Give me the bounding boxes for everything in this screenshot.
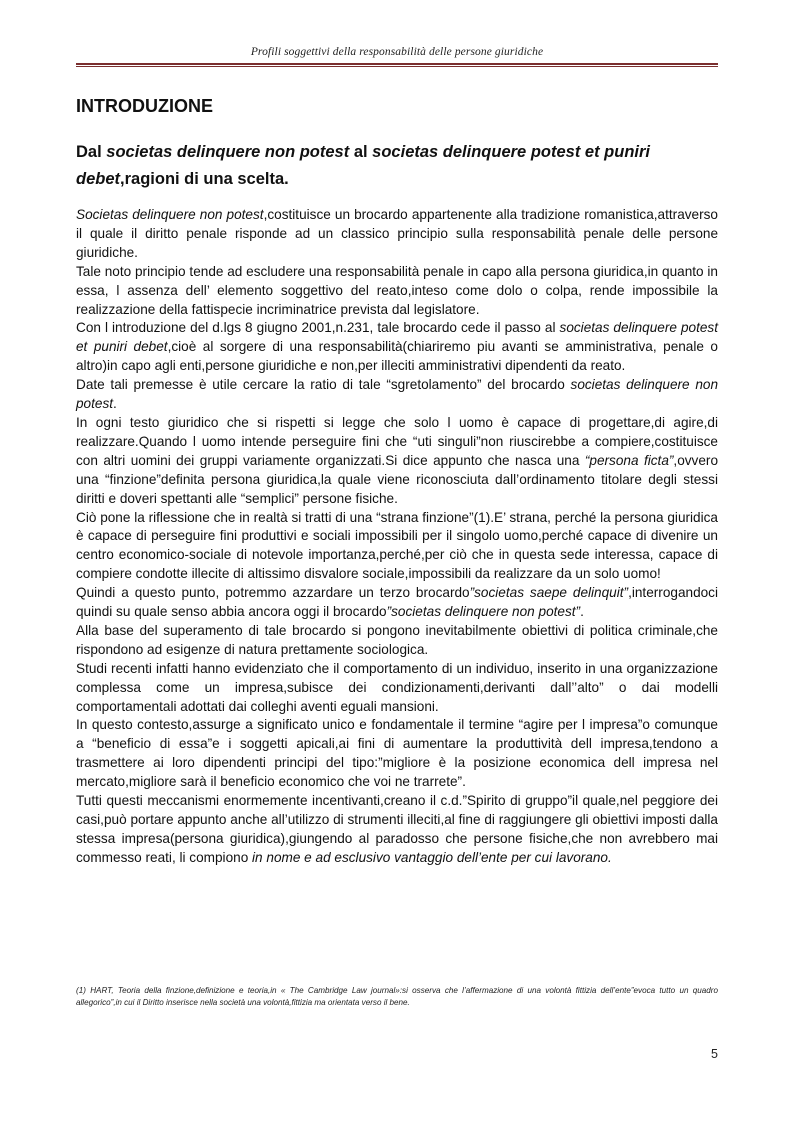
paragraph-text: .: [113, 396, 117, 412]
body-text: [76, 206, 718, 868]
paragraph-text: Alla base del superamento di tale brocardo si pongono inevitabilmente obiettivi di politica criminale,che rispondono ad esigenze di natura prettamente sociologica.: [76, 622, 718, 657]
paragraph-text: ,interrogandoci quindi su quale senso abbia ancora oggi il brocardo: [76, 585, 719, 620]
paragraph-text: Quindi a questo punto, potremmo azzardare un terzo brocardo: [76, 585, 470, 601]
paragraph-text: .: [580, 604, 584, 620]
italic-text: societas delinquere potest et puniri debet: [76, 320, 718, 355]
subtitle-text: ,ragioni di una scelta.: [120, 170, 289, 188]
page-number: 5: [711, 1047, 718, 1061]
body-paragraph: [76, 509, 718, 585]
subtitle-text: Dal: [76, 143, 107, 161]
paragraph-text: Date tali premesse è utile cercare la ratio di tale “sgretolamento” del brocardo: [76, 377, 571, 393]
subtitle-text: al: [349, 143, 373, 161]
body-paragraph: [76, 376, 718, 414]
footnote: (1) HART, Teoria della finzione,definizione e teoria,in « The Cambridge Law journal»:si osserva che l’affermazione di una volontà fittizia dell’ente”evoca tutto un quadro allegorico”,in cui il Diritto inserisce nella società una volontà,fittizia ma orientata verso il bene.: [76, 986, 718, 1007]
subtitle-latin-phrase: societas delinquere non potest: [106, 143, 350, 161]
body-paragraph: [76, 792, 718, 868]
italic-text: ”societas delinquere non potest”: [386, 604, 581, 620]
italic-text: “persona ficta”: [584, 452, 674, 468]
body-paragraph: [76, 319, 718, 376]
paragraph-text: Tutti questi meccanismi enormemente incentivanti,creano il c.d.”Spirito di gruppo”il quale,nel peggiore dei casi,può portare appunto anche all’utilizzo di strumenti illeciti,al fine di raggiungere gli obiettivi imposti dalla stessa impresa(persona giuridica),giungendo al paradosso che persone fisiche,che non avrebbero mai commesso reati, li compiono: [76, 793, 718, 865]
paragraph-text: Ciò pone la riflessione che in realtà si tratti di una “strana finzione”(1).E’ strana, perché la persona giuridica è capace di perseguire fini produttivi e sociali impossibili per il singolo uomo,perché capace di divenire un centro economico-sociale di notevole importanza,perché,per ciò che in questa sede interessa, capace di compiere condotte illecite di altissimo disvalore sociale,impossibili da realizzare da un solo uomo!: [76, 509, 718, 582]
paragraph-text: Con l introduzione del d.lgs 8 giugno 2001,n.231, tale brocardo cede il passo al: [76, 320, 560, 336]
paragraph-text: In questo contesto,assurge a significato unico e fondamentale il termine “agire per l impresa”o comunque a “beneficio di essa”e i soggetti apicali,ai fini di aumentare la produttività dell impresa,tendono a trasmettere ai loro dipendenti principi del tipo:”migliore è la posizione economica dell impresa nel mercato,migliore sarà il beneficio economico che voi ne trarrete”.: [76, 717, 718, 790]
italic-text: in nome e ad esclusivo vantaggio dell’ente per cui lavorano.: [252, 849, 612, 865]
body-paragraph: [76, 716, 718, 792]
body-paragraph: [76, 622, 718, 660]
body-paragraph: [76, 206, 718, 263]
paragraph-text: Tale noto principio tende ad escludere una responsabilità penale in capo alla persona giuridica,in quanto in essa, l assenza dell’ elemento soggettivo del reato,inteso come dolo o colpa, rende impossibile la realizzazione della fattispecie incriminatrice prevista dal legislatore.: [76, 263, 718, 317]
header-rule-thin: [76, 66, 718, 67]
body-paragraph: [76, 414, 718, 509]
paragraph-text: ,cioè al sorgere di una responsabilità(chiariremo piu avanti se amministrativa, penale o altro)in capo agli enti,persone giuridiche e non,per illeciti amministrativi dipendenti da reato.: [76, 339, 718, 374]
italic-text: societas delinquere non potest: [76, 377, 718, 412]
body-paragraph: [76, 263, 718, 320]
paragraph-text: Studi recenti infatti hanno evidenziato che il comportamento di un individuo, inserito in una organizzazione complessa come un impresa,subisce dei condizionamenti,derivanti dall’’alto” o dai modelli comportamentali adottati dai colleghi aventi eguali mansioni.: [76, 660, 718, 714]
section-heading: INTRODUZIONE: [76, 96, 213, 116]
body-paragraph: [76, 660, 718, 717]
header-rule: [76, 63, 718, 65]
italic-text: ”societas saepe delinquit”: [469, 585, 629, 601]
running-header: Profili soggettivi della responsabilità delle persone giuridiche: [250, 46, 544, 58]
paragraph-text: ,costituisce un brocardo appartenente alla tradizione romanistica,attraverso il quale il diritto penale risponde ad un classico principio sulla responsabilità penale delle persone giuridiche.: [76, 207, 718, 260]
chapter-subtitle: [76, 139, 696, 193]
italic-text: Societas delinquere non potest: [76, 207, 264, 222]
paragraph-text: ,ovvero una “finzione”definita persona giuridica,la quale viene riconosciuta dall’ordinamento titolare degli stessi diritti e doveri spettanti alle “semplici” persone fisiche.: [76, 452, 718, 506]
body-paragraph: [76, 584, 718, 622]
subtitle-latin-phrase: societas delinquere potest et puniri debet: [76, 143, 650, 188]
paragraph-text: In ogni testo giuridico che si rispetti si legge che solo l uomo è capace di progettare,di agire,di realizzare.Quando l uomo intende perseguire fini che “uti singuli”non riuscirebbe a compiere,costituisce con altri uomini dei gruppi variamente organizzati.Si dice appunto che nasca una: [76, 414, 718, 468]
